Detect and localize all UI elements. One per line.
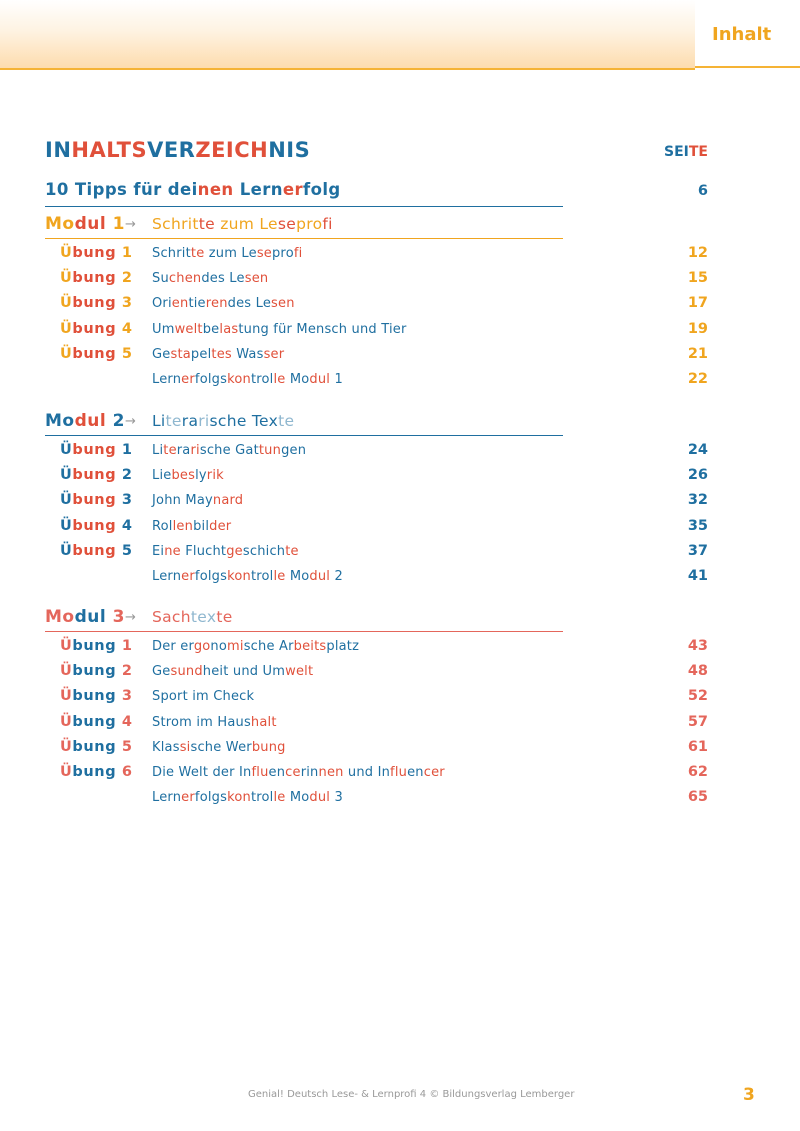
text-segment: tex	[190, 608, 217, 626]
text-segment: er	[181, 569, 195, 584]
text-segment: chen	[168, 271, 202, 287]
text-segment: 10 Tipps für dei	[45, 180, 198, 199]
text-segment: se	[256, 246, 272, 261]
text-segment: bung	[72, 320, 117, 337]
text-segment: sen	[244, 271, 269, 287]
module-title	[152, 412, 294, 430]
text-segment: 6	[116, 764, 133, 780]
text-segment: 3	[106, 607, 125, 627]
text-segment: nen	[197, 180, 234, 199]
text-segment: be	[202, 321, 220, 337]
text-segment: le	[273, 569, 286, 584]
exercise-number	[60, 714, 133, 730]
module-divider	[45, 631, 563, 632]
text-segment: sche Gat	[199, 443, 259, 458]
page-number: 15	[687, 270, 708, 287]
text-segment: Li	[152, 443, 164, 458]
text-segment: bung	[72, 295, 117, 312]
text-segment: Rol	[152, 518, 173, 534]
text-segment: ce	[285, 765, 301, 780]
text-segment: Su	[152, 271, 169, 287]
footer-page-number: 3	[743, 1085, 755, 1105]
module-title	[152, 608, 233, 626]
exercise-title	[152, 271, 268, 286]
text-segment: dul	[309, 372, 331, 387]
text-segment: ZEICH	[195, 138, 269, 162]
page-number: 48	[687, 663, 708, 680]
page-number: 65	[687, 789, 708, 806]
exercise-row[interactable]	[60, 442, 710, 462]
text-segment: folg	[303, 180, 341, 199]
text-segment: te	[165, 412, 182, 430]
text-segment: rin	[300, 765, 319, 780]
text-segment: folgs	[194, 569, 228, 584]
text-segment: 2	[116, 270, 133, 287]
text-segment: zum Le	[214, 215, 278, 233]
assessment-row[interactable]	[60, 568, 710, 588]
page-number: 22	[687, 371, 708, 387]
text-segment: 1	[330, 372, 343, 387]
text-segment: bung	[251, 739, 286, 755]
text-segment: si	[179, 739, 191, 755]
text-segment: te	[163, 443, 177, 458]
text-segment: 1	[106, 214, 125, 234]
text-segment: tung für Mensch und Tier	[238, 321, 407, 337]
text-segment: bung	[72, 542, 117, 559]
page-number: 21	[687, 345, 708, 362]
exercise-title	[152, 519, 231, 534]
exercise-row[interactable]	[60, 688, 710, 708]
text-segment: pro	[296, 215, 323, 233]
page-number: 37	[687, 542, 708, 559]
text-segment: dul	[74, 214, 107, 234]
text-segment: 4	[116, 713, 133, 730]
text-segment: Ü	[60, 245, 73, 261]
exercise-number	[60, 492, 133, 508]
text-segment: schich	[242, 543, 286, 559]
text-segment: se	[277, 215, 297, 233]
text-segment: ly	[195, 468, 207, 484]
text-segment: mi	[227, 639, 244, 654]
text-segment: Was	[231, 346, 264, 362]
text-segment: 3	[116, 295, 133, 312]
text-segment: Ü	[60, 542, 73, 559]
text-segment: sche Ar	[243, 639, 294, 654]
toc-title	[45, 138, 310, 162]
exercise-row[interactable]	[60, 467, 710, 487]
text-segment: Sport im Check	[152, 689, 255, 705]
text-segment: en	[268, 765, 286, 780]
text-segment: 5	[116, 345, 133, 362]
exercise-title	[152, 664, 313, 679]
text-segment: te	[198, 215, 215, 233]
page-number: 61	[687, 738, 708, 755]
text-segment: welt	[285, 664, 314, 680]
text-segment: 4	[116, 320, 133, 337]
text-segment: dul	[74, 411, 107, 431]
arrow-right-icon: →	[125, 217, 136, 232]
text-segment: bung	[72, 245, 117, 261]
text-segment: 5	[116, 542, 133, 559]
text-segment: Ü	[60, 295, 73, 312]
text-segment: bung	[72, 517, 117, 534]
text-segment: bung	[72, 492, 117, 509]
module-number	[45, 411, 125, 431]
text-segment: Ü	[60, 713, 73, 730]
text-segment: go	[193, 639, 211, 654]
text-segment: ri	[198, 412, 210, 430]
exercise-number	[60, 739, 133, 755]
exercise-number	[60, 346, 133, 362]
text-segment: sund	[170, 664, 203, 680]
text-segment: Lern	[233, 180, 283, 199]
text-segment: TE	[688, 144, 708, 160]
text-segment: John May	[152, 493, 213, 509]
text-segment: cer	[423, 765, 445, 780]
page-number: 17	[687, 295, 708, 312]
text-segment: trol	[250, 569, 274, 584]
text-segment: trol	[250, 790, 274, 806]
text-segment: te	[278, 412, 295, 430]
text-segment: Schrit	[152, 215, 199, 233]
exercise-title	[152, 569, 343, 584]
text-segment: sche Tex	[209, 412, 279, 430]
text-segment: bung	[72, 738, 117, 755]
tips-page-number: 6	[697, 183, 708, 199]
exercise-title	[152, 347, 284, 362]
text-segment: ra	[181, 412, 199, 430]
text-segment: Mo	[45, 411, 75, 431]
exercise-number	[60, 270, 133, 286]
page-number: 19	[687, 320, 708, 337]
exercise-row[interactable]	[60, 245, 710, 265]
text-segment: Ü	[60, 764, 73, 780]
text-segment: 5	[116, 738, 133, 755]
section-tab-label: Inhalt	[712, 24, 772, 45]
text-segment: kon	[227, 372, 251, 387]
text-segment: 1	[116, 638, 133, 654]
page-number: 62	[687, 764, 708, 780]
text-segment: len	[172, 518, 194, 534]
text-segment: heit und Um	[202, 664, 286, 680]
text-segment: Lern	[152, 790, 182, 806]
text-segment: rik	[206, 468, 224, 484]
text-segment: en	[407, 765, 424, 780]
text-segment: zum Le	[204, 246, 257, 261]
text-segment: le	[273, 790, 286, 806]
module-divider	[45, 238, 563, 239]
text-segment: Um	[152, 321, 175, 337]
exercise-number	[60, 518, 133, 534]
arrow-right-icon: →	[125, 610, 136, 625]
exercise-number	[60, 764, 133, 780]
text-segment: bung	[72, 442, 117, 458]
exercise-row[interactable]	[60, 714, 710, 734]
page-number: 43	[687, 638, 708, 654]
text-segment: des Le	[201, 271, 245, 287]
text-segment: Die Welt der In	[152, 765, 252, 780]
text-segment: Ü	[60, 638, 73, 654]
text-segment: 1	[116, 442, 133, 458]
text-segment: kon	[227, 790, 251, 806]
text-segment: fi	[322, 215, 333, 233]
text-segment: Der er	[152, 639, 194, 654]
text-segment: IN	[45, 138, 72, 162]
text-segment: Klas	[152, 739, 180, 755]
text-segment: der	[209, 518, 232, 534]
assessment-row[interactable]	[60, 789, 710, 809]
text-segment: pel	[190, 346, 212, 362]
exercise-number	[60, 442, 133, 458]
page-number: 32	[687, 492, 708, 509]
exercise-title	[152, 246, 302, 261]
text-segment: bung	[72, 764, 117, 780]
assessment-row[interactable]	[60, 371, 710, 391]
text-segment: ri	[190, 443, 200, 458]
text-segment: ren	[205, 296, 228, 312]
footer-copyright: Genial! Deutsch Lese- & Lernprofi 4 © Bildungsverlag Lemberger	[248, 1089, 575, 1100]
text-segment: HALTS	[71, 138, 148, 162]
text-segment: bung	[72, 688, 117, 705]
page-number: 12	[687, 245, 708, 261]
text-segment: te	[216, 608, 233, 626]
text-segment: Lern	[152, 569, 182, 584]
text-segment: ser	[263, 346, 285, 362]
exercise-number	[60, 688, 133, 704]
text-segment: Ü	[60, 492, 73, 509]
text-segment: flu	[251, 765, 269, 780]
text-segment: ne	[164, 543, 181, 559]
text-segment: Mo	[45, 607, 75, 627]
text-segment: bil	[193, 518, 210, 534]
module-number	[45, 607, 125, 627]
text-segment: er	[282, 180, 304, 199]
exercise-number	[60, 543, 133, 559]
text-segment: tes	[211, 346, 232, 362]
text-segment: Ü	[60, 270, 73, 287]
text-segment: bung	[72, 713, 117, 730]
text-segment: te	[190, 246, 205, 261]
text-segment: er	[181, 790, 195, 806]
text-segment: Ü	[60, 467, 73, 484]
text-segment: nard	[212, 493, 244, 509]
exercise-row[interactable]	[60, 739, 710, 759]
exercise-number	[60, 467, 133, 483]
exercise-title	[152, 689, 254, 704]
module-number	[45, 214, 125, 234]
text-segment: bes	[171, 468, 196, 484]
exercise-title	[152, 765, 445, 780]
exercise-title	[152, 493, 243, 508]
text-segment: trol	[250, 372, 274, 387]
exercise-number	[60, 295, 133, 311]
page-column-label	[664, 144, 708, 160]
text-segment: fi	[293, 246, 303, 261]
text-segment: Li	[152, 412, 166, 430]
exercise-row[interactable]	[60, 663, 710, 683]
text-segment: bung	[72, 638, 117, 654]
text-segment: le	[273, 372, 286, 387]
text-segment: Mo	[285, 790, 310, 806]
exercise-row[interactable]	[60, 518, 710, 538]
text-segment: Flucht	[180, 543, 227, 559]
text-segment: tie	[188, 296, 206, 312]
exercise-row[interactable]	[60, 764, 710, 784]
text-segment: SEI	[664, 144, 689, 160]
text-segment: kon	[227, 569, 251, 584]
text-segment: Ge	[152, 664, 171, 680]
text-segment: Ei	[152, 543, 165, 559]
text-segment: VER	[147, 138, 196, 162]
text-segment: folgs	[194, 372, 228, 387]
text-segment: bung	[72, 345, 117, 362]
text-segment: Ü	[60, 663, 73, 680]
exercise-row[interactable]	[60, 270, 710, 290]
text-segment: sta	[170, 346, 191, 362]
page-number: 24	[687, 442, 708, 458]
exercise-title	[152, 544, 299, 559]
text-segment: 3	[116, 688, 133, 705]
text-segment: nen	[318, 765, 344, 780]
exercise-row[interactable]	[60, 543, 710, 563]
exercise-row[interactable]	[60, 492, 710, 512]
text-segment: Ü	[60, 345, 73, 362]
exercise-title	[152, 443, 306, 458]
text-segment: en	[171, 296, 189, 312]
page-number: 35	[687, 517, 708, 534]
text-segment: 2	[116, 663, 133, 680]
exercise-number	[60, 663, 133, 679]
module-heading[interactable]	[45, 605, 563, 632]
exercise-row[interactable]	[60, 638, 710, 658]
exercise-title	[152, 715, 277, 730]
text-segment: sche Wer	[190, 739, 252, 755]
text-segment: 3	[116, 492, 133, 509]
text-segment: Sach	[152, 608, 191, 626]
text-segment: beits	[293, 639, 327, 654]
exercise-title	[152, 790, 343, 805]
exercise-title	[152, 372, 343, 387]
text-segment: NIS	[268, 138, 311, 162]
text-segment: ra	[176, 443, 191, 458]
text-segment: Lern	[152, 372, 182, 387]
text-segment: halt	[250, 714, 277, 730]
text-segment: Mo	[285, 372, 310, 387]
text-segment: Ü	[60, 320, 73, 337]
text-segment: er	[181, 372, 195, 387]
text-segment: Mo	[45, 214, 75, 234]
exercise-title	[152, 322, 407, 337]
text-segment: pro	[271, 246, 294, 261]
exercise-number	[60, 638, 133, 654]
text-segment: 4	[116, 517, 133, 534]
tips-label	[45, 180, 341, 199]
text-segment: platz	[326, 639, 360, 654]
text-segment: 3	[330, 790, 343, 806]
module-heading[interactable]	[45, 212, 563, 239]
exercise-row[interactable]	[60, 346, 710, 366]
text-segment: Ori	[152, 296, 172, 312]
text-segment: dul	[309, 790, 331, 806]
text-segment: dul	[309, 569, 331, 584]
module-heading[interactable]	[45, 409, 563, 436]
text-segment: Ü	[60, 442, 73, 458]
page-number: 57	[687, 713, 708, 730]
text-segment: 2	[330, 569, 343, 584]
text-segment: tun	[258, 443, 282, 458]
text-segment: te	[285, 543, 299, 559]
text-segment: Strom im Haus	[152, 714, 251, 730]
text-segment: Ü	[60, 688, 73, 705]
text-segment: folgs	[194, 790, 228, 806]
exercise-row[interactable]	[60, 295, 710, 315]
page-number: 26	[687, 467, 708, 484]
text-segment: 2	[116, 467, 133, 484]
exercise-title	[152, 468, 224, 483]
text-segment: bung	[72, 270, 117, 287]
text-segment: Schrit	[152, 246, 191, 261]
exercise-row[interactable]	[60, 321, 710, 341]
module-divider	[45, 435, 563, 436]
exercise-number	[60, 321, 133, 337]
text-segment: und In	[343, 765, 391, 780]
text-segment: no	[210, 639, 228, 654]
exercise-title	[152, 639, 359, 654]
module-title	[152, 215, 333, 233]
text-segment: des Le	[227, 296, 272, 312]
text-segment: sen	[271, 296, 295, 312]
arrow-right-icon: →	[125, 414, 136, 429]
text-segment: 2	[106, 411, 125, 431]
text-segment: bung	[72, 663, 117, 680]
exercise-number	[60, 245, 133, 261]
text-segment: Ü	[60, 517, 73, 534]
text-segment: dul	[74, 607, 107, 627]
text-segment: las	[219, 321, 239, 337]
header-band	[0, 0, 695, 70]
text-segment: welt	[174, 321, 203, 337]
text-segment: bung	[72, 467, 117, 484]
exercise-title	[152, 740, 286, 755]
tips-row[interactable]	[45, 180, 563, 207]
text-segment: flu	[390, 765, 408, 780]
text-segment: Mo	[285, 569, 310, 584]
text-segment: 1	[116, 245, 133, 261]
text-segment: Ge	[152, 346, 171, 362]
page-number: 52	[687, 688, 708, 705]
page-number: 41	[687, 568, 708, 584]
text-segment: ge	[226, 543, 243, 559]
text-segment: gen	[281, 443, 307, 458]
exercise-title	[152, 296, 295, 311]
text-segment: Lie	[152, 468, 172, 484]
text-segment: Ü	[60, 738, 73, 755]
